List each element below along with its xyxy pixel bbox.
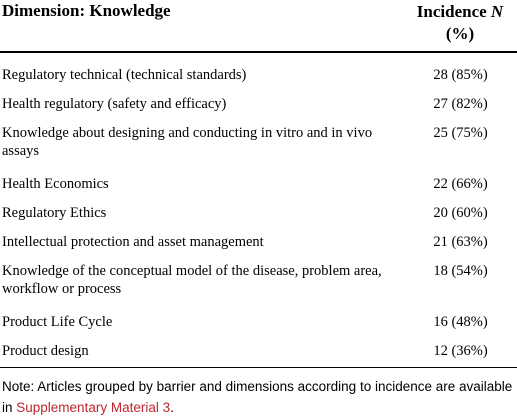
supplementary-link[interactable]: Supplementary Material 3: [16, 400, 171, 415]
row-incidence: 18 (54%): [433, 263, 488, 279]
row-dimension: Knowledge about designing and conducting in vitro and in vivo assays: [2, 125, 373, 159]
header-rule: [0, 51, 517, 53]
row-incidence: 28 (85%): [433, 67, 488, 83]
row-dimension: Knowledge of the conceptual model of the disease, problem area, workflow or process: [2, 263, 382, 297]
note-text: Note: Articles grouped by barrier and dimensions according to incidence are available in: [2, 379, 513, 415]
row-dimension: Regulatory technical (technical standards): [2, 67, 247, 83]
row-dimension: Product Life Cycle: [2, 314, 113, 330]
header-incidence-n: N: [490, 2, 504, 21]
row-dimension: Health regulatory (safety and efficacy): [2, 96, 227, 112]
row-incidence: 16 (48%): [433, 314, 488, 330]
table-bottom-rule: [0, 367, 517, 368]
header-dimension: Dimension: Knowledge: [2, 1, 171, 20]
row-incidence: 20 (60%): [433, 205, 488, 221]
header-incidence: [410, 1, 510, 45]
row-dimension: Product design: [2, 343, 89, 359]
header-incidence-unit: (%): [445, 24, 475, 43]
row-dimension: Intellectual protection and asset management: [2, 234, 264, 250]
note-end: .: [170, 400, 174, 415]
row-incidence: 22 (66%): [433, 176, 488, 192]
row-incidence: 25 (75%): [433, 125, 488, 141]
row-incidence: 27 (82%): [433, 96, 488, 112]
row-dimension: Regulatory Ethics: [2, 205, 107, 221]
row-incidence: 21 (63%): [433, 234, 488, 250]
row-dimension: Health Economics: [2, 176, 109, 192]
table-note: [2, 376, 514, 418]
header-incidence-label: Incidence: [416, 2, 491, 21]
row-incidence: 12 (36%): [433, 343, 488, 359]
